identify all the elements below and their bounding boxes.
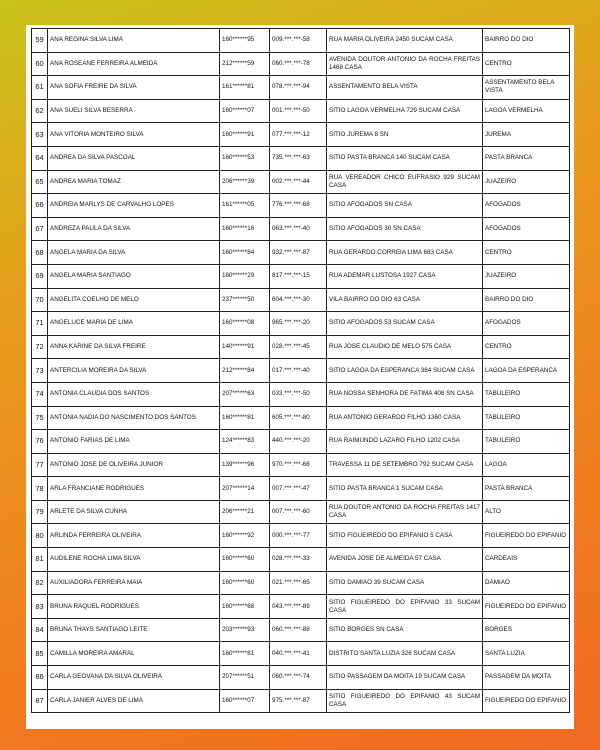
neighborhood-cell: FIGUEIREDO DO EPIFANIO (483, 689, 570, 713)
nis-cell: 203******93 (220, 618, 270, 642)
nis-cell: 207******63 (220, 382, 270, 406)
name-cell: AUDILENE ROCHA LIMA SILVA (48, 548, 220, 572)
address-cell: SITIO AFOGADOS 30 SN CASA (327, 217, 483, 241)
address-cell: SITIO PASSAGEM DA MOITA 19 SUCAM CASA (327, 666, 483, 690)
row-number: 73 (32, 359, 48, 383)
neighborhood-cell: AFOGADOS (483, 194, 570, 218)
row-number: 72 (32, 335, 48, 359)
row-number: 66 (32, 194, 48, 218)
address-cell: SITIO FIGUEIREDO DO EPIFANIO 43 SUCAM CASA (327, 689, 483, 713)
table-row (32, 406, 570, 430)
address-cell: RUA DOUTOR ANTONIO DA ROCHA FREITAS 1417 CASA (327, 500, 483, 524)
name-cell: CAMILLA MOREIRA AMARAL (48, 642, 220, 666)
nis-cell: 160******29 (220, 264, 270, 288)
row-number: 65 (32, 170, 48, 194)
name-cell: ANTONIA NADIA DO NASCIMENTO DOS SANTOS (48, 406, 220, 430)
neighborhood-cell: LAGOA DA ESPERANCA (483, 359, 570, 383)
name-cell: ANA SOFIA FREIRE DA SILVA (48, 76, 220, 100)
table-row (32, 571, 570, 595)
table-row (32, 99, 570, 123)
nis-cell: 160******60 (220, 571, 270, 595)
name-cell: ANA SUELI SILVA BESERRA (48, 99, 220, 123)
name-cell: ANGELA MARIA DA SILVA (48, 241, 220, 265)
name-cell: ANA ROSEANE FERREIRA ALMEIDA (48, 52, 220, 76)
address-cell: RUA RAIMUNDO LAZARO FILHO 1202 CASA (327, 430, 483, 454)
table-row (32, 312, 570, 336)
cpf-cell: 965.***.***-20 (270, 312, 327, 336)
neighborhood-cell: LAGOA VERMELHA (483, 99, 570, 123)
cpf-cell: 043.***.***-89 (270, 595, 327, 619)
row-number: 59 (32, 29, 48, 53)
row-number: 60 (32, 52, 48, 76)
nis-cell: 160******95 (220, 29, 270, 53)
name-cell: ARLA FRANCIANE RODRIGUES (48, 477, 220, 501)
neighborhood-cell: PASTA BRANCA (483, 146, 570, 170)
neighborhood-cell: CENTRO (483, 52, 570, 76)
neighborhood-cell: ALTO (483, 500, 570, 524)
address-cell: AVENIDA DOUTOR ANTONIO DA ROCHA FREITAS 1468 CASA (327, 52, 483, 76)
name-cell: ANTONIO FARIAS DE LIMA (48, 430, 220, 454)
row-number: 71 (32, 312, 48, 336)
table-row (32, 288, 570, 312)
neighborhood-cell: FIGUEIREDO DO EPIFANIO (483, 595, 570, 619)
address-cell: SITIO AFOGADOS 53 SUCAM CASA (327, 312, 483, 336)
address-cell: AVENIDA JOSE DE ALMEIDA 57 CASA (327, 548, 483, 572)
row-number: 78 (32, 477, 48, 501)
address-cell: SITIO BORGES SN CASA (327, 618, 483, 642)
address-cell: VILA BAIRRO DO DIO 63 CASA (327, 288, 483, 312)
cpf-cell: 001.***.***-50 (270, 99, 327, 123)
row-number: 84 (32, 618, 48, 642)
row-number: 85 (32, 642, 48, 666)
name-cell: ANGELITA COELHO DE MELO (48, 288, 220, 312)
table-row (32, 335, 570, 359)
name-cell: ARLETE DA SILVA CUNHA (48, 500, 220, 524)
table-row (32, 618, 570, 642)
neighborhood-cell: CENTRO (483, 241, 570, 265)
nis-cell: 212******84 (220, 359, 270, 383)
row-number: 83 (32, 595, 48, 619)
cpf-cell: 605.***.***-80 (270, 406, 327, 430)
table-body (32, 29, 570, 713)
name-cell: ANTONIO JOSE DE OLIVEIRA JUNIOR (48, 453, 220, 477)
address-cell: RUA ANTONIO GERARDO FILHO 1360 CASA (327, 406, 483, 430)
row-number: 69 (32, 264, 48, 288)
row-number: 70 (32, 288, 48, 312)
cpf-cell: 007.***.***-47 (270, 477, 327, 501)
cpf-cell: 077.***.***-12 (270, 123, 327, 147)
table-row (32, 430, 570, 454)
cpf-cell: 817.***.***-15 (270, 264, 327, 288)
table-row (32, 52, 570, 76)
nis-cell: 160******91 (220, 123, 270, 147)
address-cell: SITIO PASTA BRANCA 140 SUCAM CASA (327, 146, 483, 170)
neighborhood-cell: ASSENTAMENTO BELA VISTA (483, 76, 570, 100)
name-cell: ANDREIA MARLYS DE CARVALHO LOPES (48, 194, 220, 218)
neighborhood-cell: JUAZEIRO (483, 264, 570, 288)
name-cell: BRUNA THAYS SANTIAGO LEITE (48, 618, 220, 642)
row-number: 64 (32, 146, 48, 170)
address-cell: SITIO AFOGADOS SN CASA (327, 194, 483, 218)
table-row (32, 241, 570, 265)
name-cell: CARLA JANIER ALVES DE LIMA (48, 689, 220, 713)
neighborhood-cell: JUAZEIRO (483, 170, 570, 194)
name-cell: ANNA KARINE DA SILVA FREIRE (48, 335, 220, 359)
nis-cell: 237******50 (220, 288, 270, 312)
nis-cell: 160******07 (220, 689, 270, 713)
nis-cell: 160******81 (220, 642, 270, 666)
name-cell: ANDREA DA SILVA PASCOAL (48, 146, 220, 170)
table-row (32, 170, 570, 194)
address-cell: ASSENTAMENTO BELA VISTA (327, 76, 483, 100)
cpf-cell: 028.***.***-45 (270, 335, 327, 359)
neighborhood-cell: JUREMA (483, 123, 570, 147)
table-row (32, 500, 570, 524)
name-cell: ARLINDA FERREIRA OLIVEIRA (48, 524, 220, 548)
neighborhood-cell: CARDEAIS (483, 548, 570, 572)
row-number: 79 (32, 500, 48, 524)
address-cell: SITIO JUREMA 8 SN (327, 123, 483, 147)
row-number: 81 (32, 548, 48, 572)
table-row (32, 264, 570, 288)
table-row (32, 524, 570, 548)
nis-cell: 161******81 (220, 76, 270, 100)
row-number: 80 (32, 524, 48, 548)
row-number: 82 (32, 571, 48, 595)
neighborhood-cell: TABULEIRO (483, 406, 570, 430)
cpf-cell: 060.***.***-74 (270, 666, 327, 690)
cpf-cell: 009.***.***-58 (270, 29, 327, 53)
cpf-cell: 060.***.***-88 (270, 618, 327, 642)
neighborhood-cell: AFOGADOS (483, 312, 570, 336)
name-cell: CARLA GEOVANA DA SILVA OLIVEIRA (48, 666, 220, 690)
cpf-cell: 007.***.***-60 (270, 500, 327, 524)
neighborhood-cell: PASTA BRANCA (483, 477, 570, 501)
row-number: 63 (32, 123, 48, 147)
cpf-cell: 028.***.***-33 (270, 548, 327, 572)
address-cell: RUA JOSE CLAUDIO DE MELO 575 CASA (327, 335, 483, 359)
row-number: 67 (32, 217, 48, 241)
nis-cell: 160******08 (220, 312, 270, 336)
neighborhood-cell: BAIRRO DO DIO (483, 288, 570, 312)
cpf-cell: 063.***.***-40 (270, 217, 327, 241)
address-cell: DISTRITO SANTA LUZIA 326 SUCAM CASA (327, 642, 483, 666)
cpf-cell: 975.***.***-87 (270, 689, 327, 713)
address-cell: RUA VEREADOR CHICO EUFRASIO 929 SUCAM CASA (327, 170, 483, 194)
cpf-cell: 735.***.***-63 (270, 146, 327, 170)
address-cell: SITIO FIGUEIREDO DO EPIFANIO 5 CASA (327, 524, 483, 548)
address-cell: SITIO DAMIAO 39 SUCAM CASA (327, 571, 483, 595)
cpf-cell: 440.***.***-20 (270, 430, 327, 454)
nis-cell: 160******07 (220, 99, 270, 123)
address-cell: RUA ADEMAR LUSTOSA 1927 CASA (327, 264, 483, 288)
nis-cell: 124******83 (220, 430, 270, 454)
table-row (32, 642, 570, 666)
address-cell: RUA MARIA OLIVEIRA 2450 SUCAM CASA (327, 29, 483, 53)
cpf-cell: 060.***.***-78 (270, 52, 327, 76)
table-row (32, 29, 570, 53)
cpf-cell: 040.***.***-41 (270, 642, 327, 666)
table-row (32, 477, 570, 501)
table-row (32, 76, 570, 100)
name-cell: ANGELA MARIA SANTIAGO (48, 264, 220, 288)
cpf-cell: 002.***.***-44 (270, 170, 327, 194)
address-cell: RUA GERARDO CORREIA LIMA 683 CASA (327, 241, 483, 265)
nis-cell: 206******39 (220, 170, 270, 194)
row-number: 61 (32, 76, 48, 100)
nis-cell: 160******84 (220, 241, 270, 265)
nis-cell: 207******51 (220, 666, 270, 690)
address-cell: SITIO LAGOA VERMELHA 729 SUCAM CASA (327, 99, 483, 123)
name-cell: ANTONIA CLAUDIA DOS SANTOS (48, 382, 220, 406)
name-cell: AUXILIADORA FERREIRA MAIA (48, 571, 220, 595)
name-cell: BRUNA RAQUEL RODRIGUES (48, 595, 220, 619)
cpf-cell: 970.***.***-68 (270, 453, 327, 477)
neighborhood-cell: TABULEIRO (483, 430, 570, 454)
name-cell: ANDREA MARIA TOMAZ (48, 170, 220, 194)
address-cell: SITIO FIGUEIREDO DO EPIFANIO 33 SUCAM CASA (327, 595, 483, 619)
name-cell: ANTERCILIA MOREIRA DA SILVA (48, 359, 220, 383)
row-number: 76 (32, 430, 48, 454)
cpf-cell: 604.***.***-30 (270, 288, 327, 312)
table-row (32, 359, 570, 383)
neighborhood-cell: CENTRO (483, 335, 570, 359)
cpf-cell: 000.***.***-77 (270, 524, 327, 548)
address-cell: SITIO LAGOA DA ESPERANCA 384 SUCAM CASA (327, 359, 483, 383)
cpf-cell: 932.***.***-87 (270, 241, 327, 265)
nis-cell: 206******21 (220, 500, 270, 524)
name-cell: ANA REGINA SILVA LIMA (48, 29, 220, 53)
row-number: 86 (32, 666, 48, 690)
address-cell: RUA NOSSA SENHORA DE FATIMA 408 SN CASA (327, 382, 483, 406)
neighborhood-cell: TABULEIRO (483, 382, 570, 406)
nis-cell: 140******91 (220, 335, 270, 359)
table-row (32, 666, 570, 690)
table-row (32, 146, 570, 170)
nis-cell: 160******92 (220, 524, 270, 548)
neighborhood-cell: BAIRRO DO DIO (483, 29, 570, 53)
cpf-cell: 078.***.***-94 (270, 76, 327, 100)
table-row (32, 548, 570, 572)
cpf-cell: 021.***.***-65 (270, 571, 327, 595)
row-number: 62 (32, 99, 48, 123)
beneficiary-table (31, 28, 570, 713)
neighborhood-cell: SANTA LUZIA (483, 642, 570, 666)
nis-cell: 160******60 (220, 548, 270, 572)
table-row (32, 123, 570, 147)
row-number: 87 (32, 689, 48, 713)
row-number: 75 (32, 406, 48, 430)
row-number: 74 (32, 382, 48, 406)
nis-cell: 160******16 (220, 217, 270, 241)
cpf-cell: 033.***.***-50 (270, 382, 327, 406)
table-row (32, 217, 570, 241)
nis-cell: 160******53 (220, 146, 270, 170)
table-row (32, 689, 570, 713)
nis-cell: 212******59 (220, 52, 270, 76)
neighborhood-cell: LAGOA (483, 453, 570, 477)
neighborhood-cell: FIGUEIREDO DO EPIFANIO (483, 524, 570, 548)
nis-cell: 160******81 (220, 406, 270, 430)
document-sheet (26, 25, 574, 729)
address-cell: SITIO PASTA BRANCA 1 SUCAM CASA (327, 477, 483, 501)
nis-cell: 161******05 (220, 194, 270, 218)
neighborhood-cell: DAMIAO (483, 571, 570, 595)
nis-cell: 207******14 (220, 477, 270, 501)
table-row (32, 194, 570, 218)
name-cell: ANDREZA PAULA DA SILVA (48, 217, 220, 241)
row-number: 68 (32, 241, 48, 265)
nis-cell: 139******96 (220, 453, 270, 477)
address-cell: TRAVESSA 11 DE SETEMBRO 792 SUCAM CASA (327, 453, 483, 477)
neighborhood-cell: AFOGADOS (483, 217, 570, 241)
neighborhood-cell: BORGES (483, 618, 570, 642)
table-row (32, 382, 570, 406)
name-cell: ANA VITORIA MONTEIRO SILVA (48, 123, 220, 147)
name-cell: ANGELUCE MARIA DE LIMA (48, 312, 220, 336)
table-row (32, 595, 570, 619)
nis-cell: 160******68 (220, 595, 270, 619)
cpf-cell: 776.***.***-68 (270, 194, 327, 218)
row-number: 77 (32, 453, 48, 477)
cpf-cell: 017.***.***-40 (270, 359, 327, 383)
table-row (32, 453, 570, 477)
neighborhood-cell: PASSAGEM DA MOITA (483, 666, 570, 690)
